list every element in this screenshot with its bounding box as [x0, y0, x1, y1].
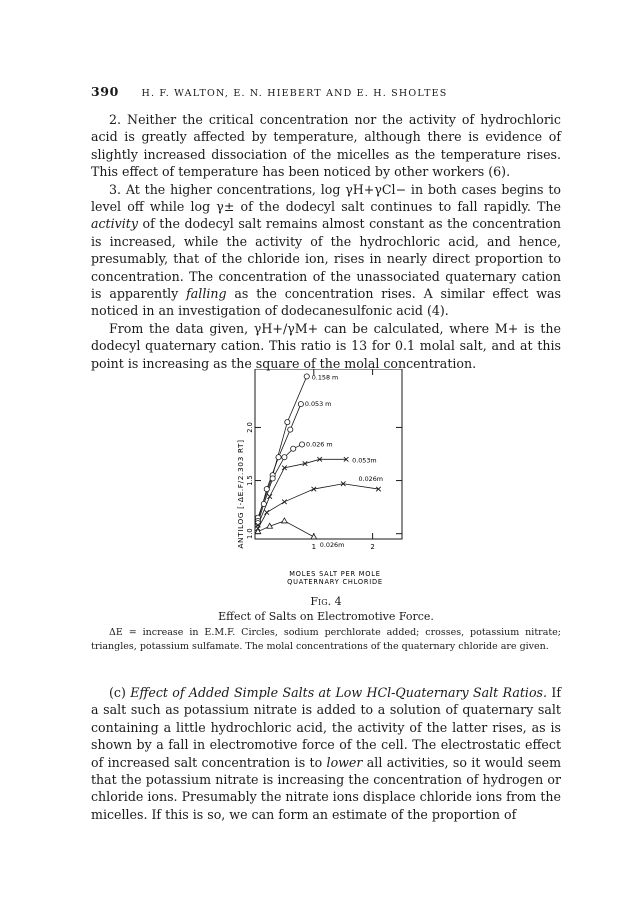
data-point-circle — [298, 401, 303, 406]
figure-4-chart — [230, 369, 420, 591]
body-text-top — [91, 111, 561, 372]
series-line — [258, 459, 346, 525]
figure-caption — [91, 594, 561, 624]
body-text-bottom — [91, 684, 561, 823]
y-tick-label: 1.5 — [246, 475, 254, 486]
paragraph-4: From the data given, γH+/γM+ can be calculated, where M+ is the dodecyl quaternary cation. This ratio is 13 for 0.1 molal salt, and at this point is increasing as the square of the molal concentration. — [91, 320, 561, 371]
data-point-circle — [270, 476, 275, 481]
data-point-circle — [282, 455, 287, 460]
figure-legend: ΔE = increase in E.M.F. Circles, sodium perchlorate added; crosses, potassium nitrate; triangles, potassium sulfamate. The molal concentrations of the quaternary chloride are given. — [91, 627, 561, 652]
data-point-triangle — [311, 534, 317, 539]
paragraph-3-part3: as the concentration rises. A similar effect was noticed in an investigation of dodecanesulfonic acid (4). — [91, 286, 561, 319]
paragraph-3-part1: 3. At the higher concentrations, log γH+γCl− in both cases begins to level off while log γ± of the dodecyl salt continues to fall rapidly. The — [91, 181, 561, 215]
data-point-circle — [288, 427, 293, 432]
paragraph-c-body1: If a salt such as potassium nitrate is added to a solution of quaternary salt containing a little hydrochloric acid, the activity of the latter rises, as is shown by a fall in electromotive force of the cell. The electrostatic effect of increased salt concentration is to — [91, 685, 562, 770]
series-annotation: 0.053m — [352, 456, 377, 465]
plot-frame — [255, 369, 402, 539]
data-point-cross — [282, 500, 287, 505]
series-annotation: 0.158 m — [311, 373, 339, 382]
paragraph-c-title: Effect of Added Simple Salts at Low HCl-Quaternary Salt Ratios. — [130, 685, 548, 700]
chart-axes — [255, 369, 402, 539]
data-point-circle — [291, 446, 296, 451]
figure-caption-title: Fig. 4 — [310, 595, 342, 608]
series-line — [258, 376, 307, 517]
paragraph-2: 2. Neither the critical concentration nor the activity of hydrochloric acid is greatly affected by temperature, although there is evidence of slightly increased dissociation of the micelles as the temperature rises. This effect of temperature has been noticed by other workers (6). — [91, 112, 561, 180]
data-point-triangle — [282, 518, 288, 523]
series-annotation: 0.053 m — [304, 400, 332, 409]
data-point-circle — [264, 486, 269, 491]
data-point-circle — [285, 420, 290, 425]
paragraph-3-part2: of the dodecyl salt remains almost constant as the concentration is increased, while the activity of the hydrochloric acid, and hence, presumably, that of the chloride ion, rises in nearly direct proportion to concentration. The concentration of the unassociated quaternary cation is apparently — [91, 216, 561, 302]
paragraph-3 — [91, 181, 561, 320]
page-header — [91, 84, 561, 99]
data-point-circle — [304, 374, 309, 379]
x-axis-label-line1: MOLES SALT PER MOLE — [289, 570, 381, 578]
x-tick-label: 2 — [370, 543, 375, 551]
series-line — [258, 484, 379, 529]
data-point-cross — [264, 510, 269, 515]
page-number: 390 — [91, 84, 119, 99]
paragraph-c-lower: lower — [326, 754, 363, 770]
y-axis-label: ANTILOG [-ΔE.F/2.303 RT] — [236, 439, 245, 549]
x-axis-label-line2: QUATERNARY CHLORIDE — [287, 578, 383, 586]
series-annotation: 0.026m — [319, 540, 345, 549]
data-point-circle — [299, 442, 304, 447]
y-tick-label: 1.0 — [246, 528, 254, 539]
paragraph-c — [91, 684, 561, 823]
paragraph-3-activity: activity — [91, 216, 138, 232]
data-point-cross — [267, 494, 272, 499]
running-head-authors: H. F. WALTON, E. N. HIEBERT AND E. H. SHOLTES — [141, 88, 448, 99]
figure-4 — [230, 369, 420, 591]
series-annotation: 0.026 m — [306, 440, 333, 449]
paragraph-c-body2: all activities, so it would seem that the potassium nitrate is increasing the concentration of hydrogen or chloride ions. Presumably the nitrate ions displace chloride ions from the micelles. If this is so, we can form an estimate of the proportion of — [91, 754, 562, 822]
x-tick-label: 1 — [311, 543, 317, 551]
paragraph-3-falling: falling — [186, 286, 227, 302]
series-annotation: 0.026m — [358, 475, 384, 484]
figure-caption-subtitle: Effect of Salts on Electromotive Force. — [218, 610, 434, 623]
data-point-circle — [276, 455, 281, 460]
data-point-circle — [261, 501, 266, 506]
paragraph-c-label: (c) — [109, 685, 131, 700]
y-tick-label: 2.0 — [246, 422, 254, 433]
